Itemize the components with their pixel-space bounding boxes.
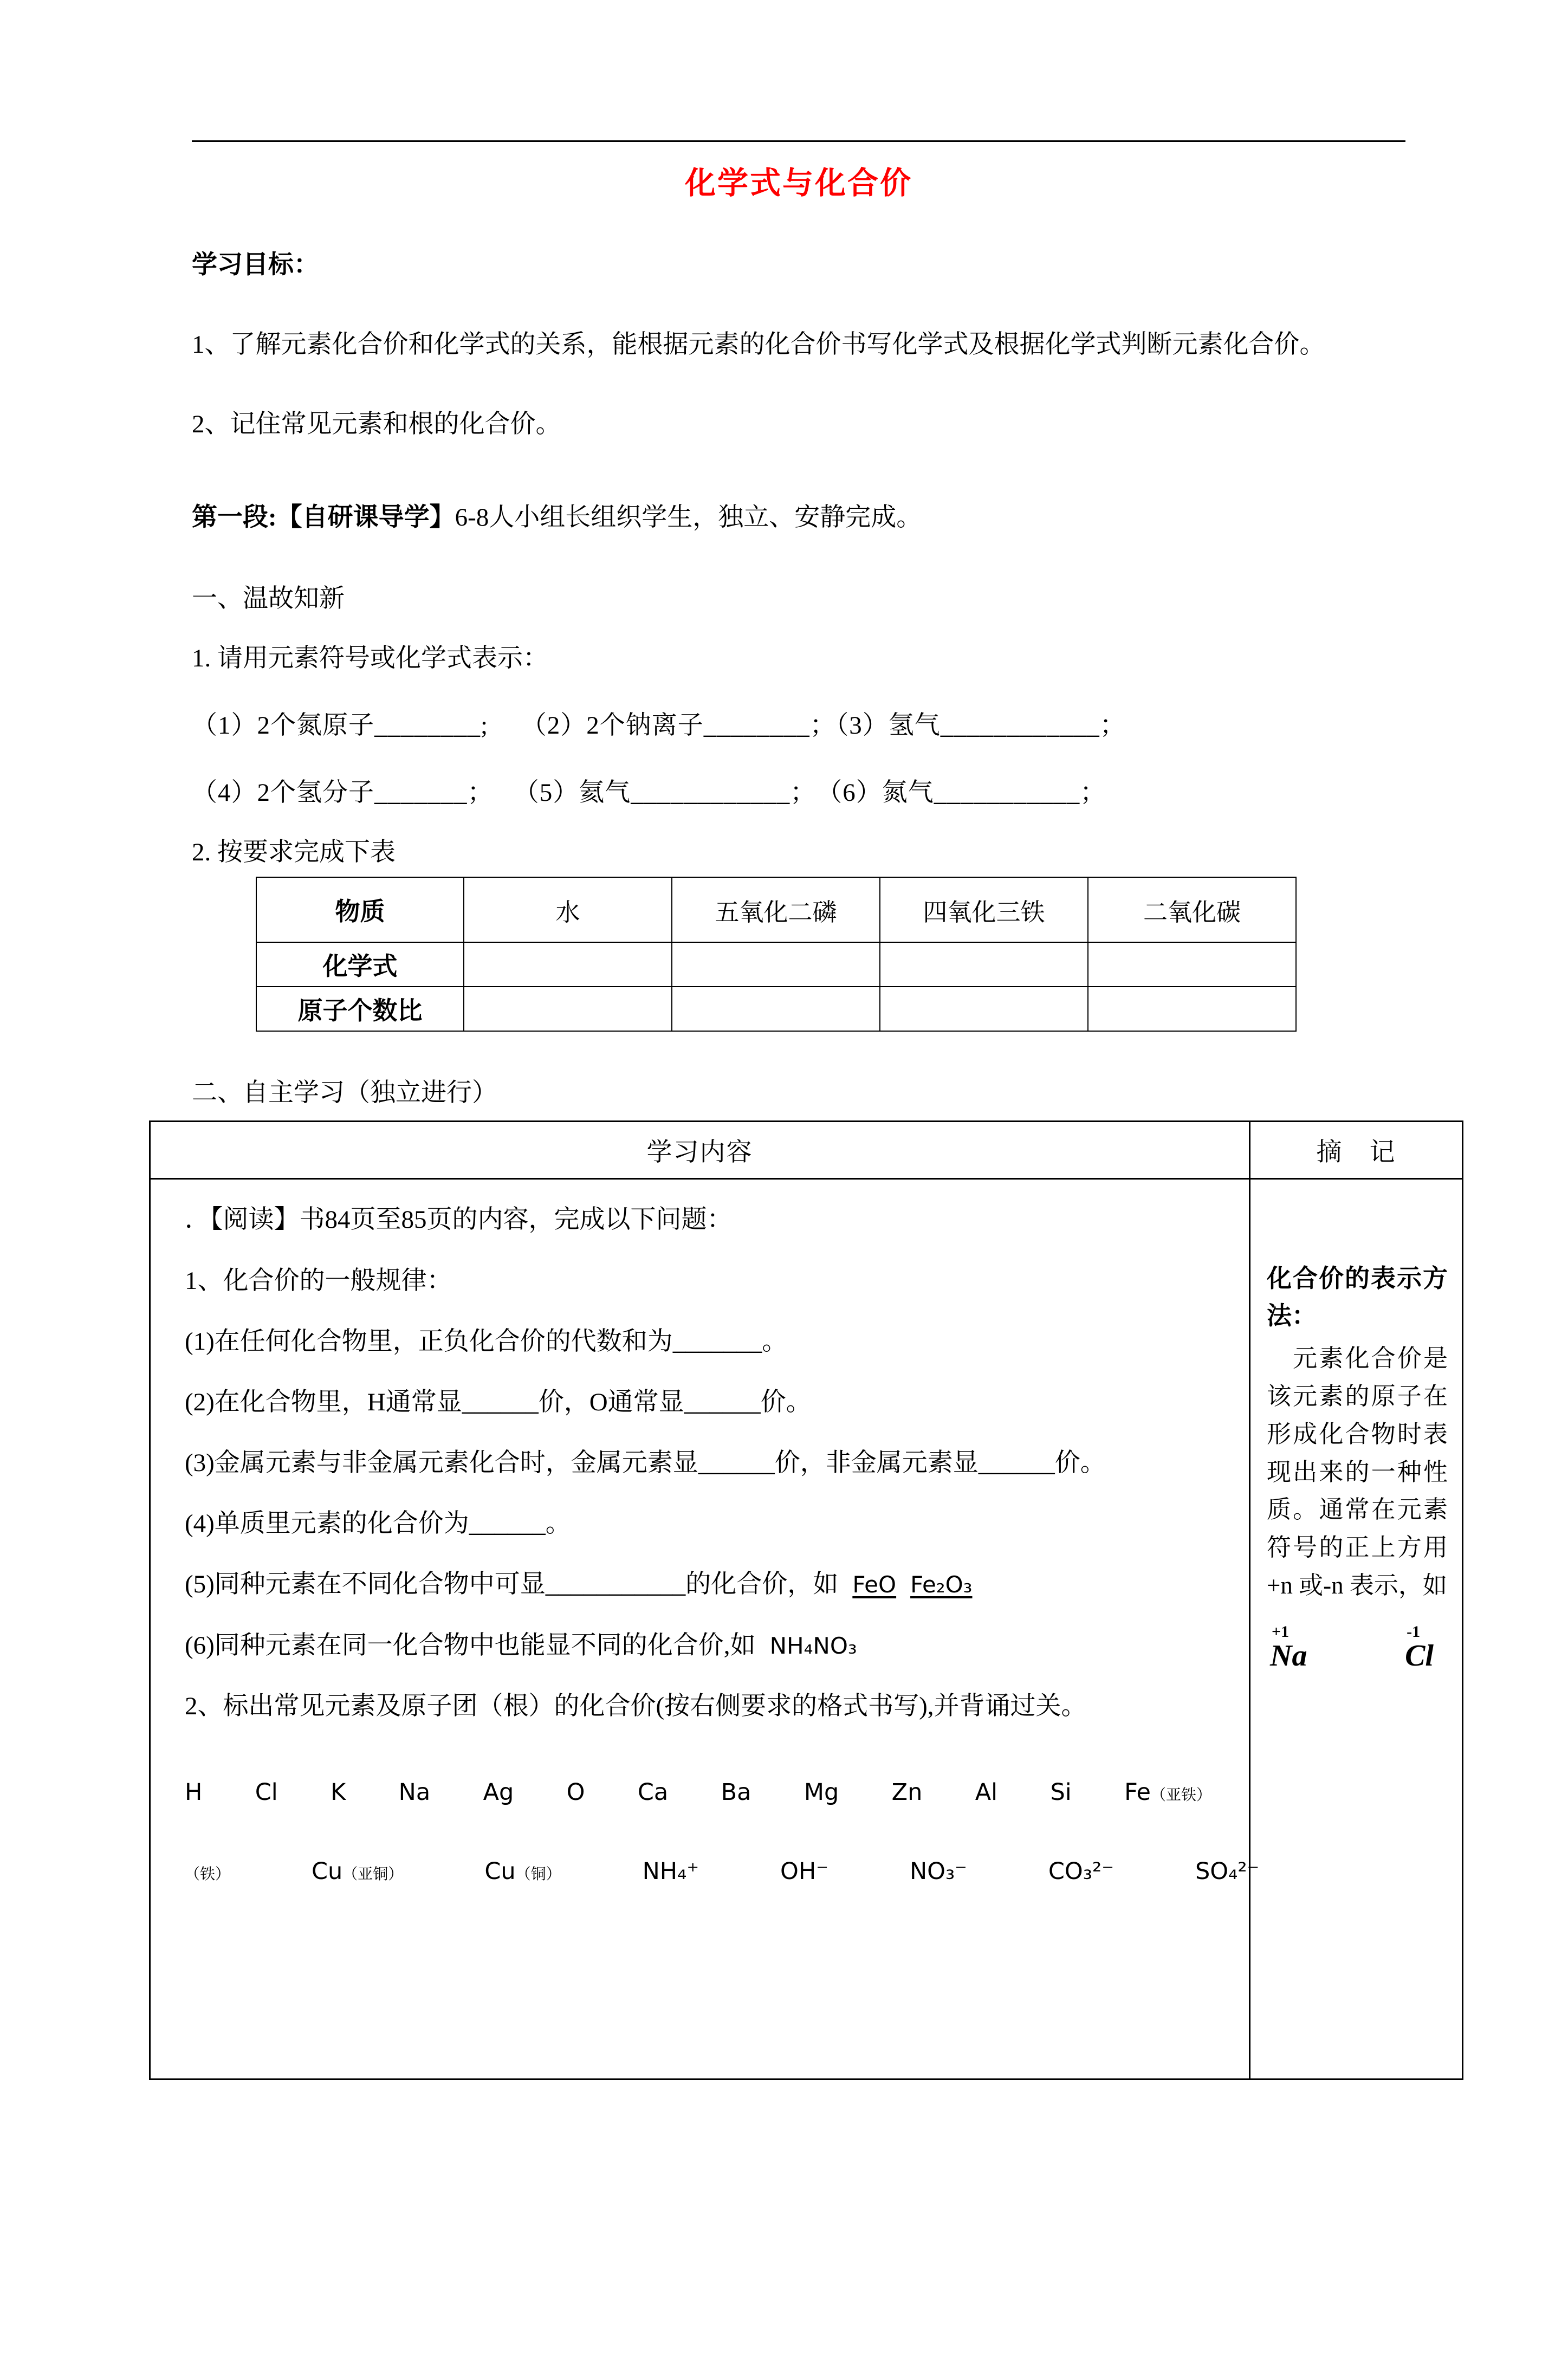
fill-blank-line-2: （4）2个氢分子_______； （5）氦气____________； （6）氮气___________；	[192, 779, 1106, 807]
table1-caption: 2. 按要求完成下表	[192, 838, 396, 867]
review-intro: 1. 请用元素符号或化学式表示：	[192, 644, 548, 673]
memorize-instruction: 2、标出常见元素及原子团（根）的化合价(按右侧要求的格式书写),并背诵过关。	[185, 1692, 1087, 1720]
rule-item-2: (2)在化合物里，H通常显______价，O通常显______价。	[185, 1388, 812, 1416]
rule-item-5	[185, 1568, 1219, 1601]
empty-cell	[1088, 942, 1296, 987]
rule-item-6-text: (6)同种元素在同一化合物中也能显不同的化合价,如	[185, 1631, 756, 1660]
content-column-header: 学习内容	[150, 1122, 1250, 1179]
ion-no3: NO₃⁻	[909, 1857, 967, 1885]
header-p2o5: 五氧化二磷	[672, 877, 880, 942]
rule-item-1: (1)在任何化合物里，正负化合价的代数和为_______。	[185, 1327, 788, 1356]
rule-item-4: (4)单质里元素的化合价为______。	[185, 1510, 571, 1538]
empty-cell	[672, 942, 880, 987]
section1-line	[192, 503, 1568, 532]
header-co2: 二氧化碳	[1088, 877, 1296, 942]
empty-cell	[1088, 987, 1296, 1031]
section1-label: 第一段:【自研课导学】	[192, 503, 455, 532]
header-water: 水	[464, 877, 672, 942]
element-cl: Cl	[255, 1778, 278, 1806]
valence-example-cl	[1405, 1623, 1434, 1672]
study-table-header-row	[150, 1122, 1463, 1179]
notes-heading: 化合价的表示方法：	[1267, 1265, 1448, 1330]
atom-ratio-row	[256, 987, 1296, 1031]
element-cu1: Cu（亚铜）	[312, 1857, 404, 1885]
worksheet-page	[0, 140, 1568, 2358]
element-ba: Ba	[721, 1778, 751, 1806]
section1-text: 6-8人小组长组织学生，独立、安静完成。	[455, 503, 922, 532]
rule-item-5-text: (5)同种元素在不同化合物中可显___________的化合价，如	[185, 1570, 839, 1599]
header-substance: 物质	[256, 877, 464, 942]
header-divider	[192, 140, 1405, 142]
valence-example-na	[1270, 1623, 1307, 1672]
formula-row	[256, 942, 1296, 987]
element-zn: Zn	[891, 1778, 923, 1806]
valence-examples	[1267, 1623, 1448, 1672]
review-heading: 一、温故知新	[192, 585, 345, 613]
study-table	[149, 1120, 1463, 2080]
row-label-atom-ratio: 原子个数比	[256, 987, 464, 1031]
rule-item-3: (3)金属元素与非金属元素化合时，金属元素显______价，非金属元素显______价。	[185, 1449, 1106, 1478]
cl-symbol: Cl	[1405, 1639, 1434, 1673]
element-ag: Ag	[483, 1778, 514, 1806]
objectives-heading: 学习目标：	[192, 251, 319, 279]
page-title: 化学式与化合价	[685, 166, 912, 200]
rule-item-6	[185, 1629, 1219, 1662]
substances-header-row	[256, 877, 1296, 942]
substances-table	[256, 877, 1297, 1032]
objective-item-2: 2、记住常见元素和根的化合价。	[192, 410, 561, 439]
ion-oh: OH⁻	[780, 1857, 828, 1885]
study-notes-cell	[1250, 1179, 1463, 2080]
ion-co3: CO₃²⁻	[1048, 1857, 1114, 1885]
formula-feo: FeO	[852, 1571, 897, 1598]
element-mg: Mg	[804, 1778, 839, 1806]
element-fe: Fe（亚铁）	[1124, 1778, 1211, 1806]
empty-cell	[464, 987, 672, 1031]
element-si: Si	[1050, 1778, 1072, 1806]
rules-heading: 1、化合价的一般规律：	[185, 1266, 452, 1295]
notes-body: 元素化合价是该元素的原子在形成化合物时表现出来的一种性质。通常在元素符号的正上方用+n 或-n 表示，如	[1267, 1345, 1448, 1599]
empty-cell	[464, 942, 672, 987]
element-h: H	[185, 1778, 203, 1806]
empty-cell	[880, 987, 1088, 1031]
cl-charge: -1	[1407, 1622, 1421, 1641]
formula-nh4no3: NH₄NO₃	[769, 1632, 857, 1659]
ion-so4: SO₄²⁻	[1195, 1857, 1260, 1885]
objective-item-1: 1、了解元素化合价和化学式的关系，能根据元素的化合价书写化学式及根据化学式判断元素化合价。	[192, 331, 1325, 359]
header-fe3o4: 四氧化三铁	[880, 877, 1088, 942]
empty-cell	[672, 987, 880, 1031]
element-ca: Ca	[637, 1778, 669, 1806]
ion-nh4: NH₄⁺	[642, 1857, 699, 1885]
empty-cell	[880, 942, 1088, 987]
study-heading: 二、自主学习（独立进行）	[192, 1079, 497, 1107]
notes-column-header: 摘 记	[1250, 1122, 1463, 1179]
element-cu2: Cu（铜）	[484, 1857, 561, 1885]
element-na: Na	[398, 1778, 431, 1806]
element-o: O	[566, 1778, 585, 1806]
elements-row-2	[185, 1857, 1260, 1885]
formula-fe2o3: Fe₂O₃	[910, 1571, 973, 1598]
element-fe-label: （铁）	[185, 1865, 231, 1883]
na-symbol: Na	[1270, 1639, 1307, 1673]
elements-row-1	[185, 1779, 1219, 1806]
row-label-formula: 化学式	[256, 942, 464, 987]
study-content-cell	[150, 1179, 1260, 2080]
study-table-body-row	[150, 1179, 1463, 2080]
reading-instruction: ．【阅读】书84页至85页的内容，完成以下问题：	[185, 1206, 733, 1234]
na-charge: +1	[1272, 1622, 1290, 1641]
element-k: K	[331, 1778, 346, 1806]
element-al: Al	[975, 1778, 998, 1806]
fill-blank-line-1: （1）2个氮原子________; （2）2个钠离子________；（3）氢气____________；	[192, 711, 1126, 740]
